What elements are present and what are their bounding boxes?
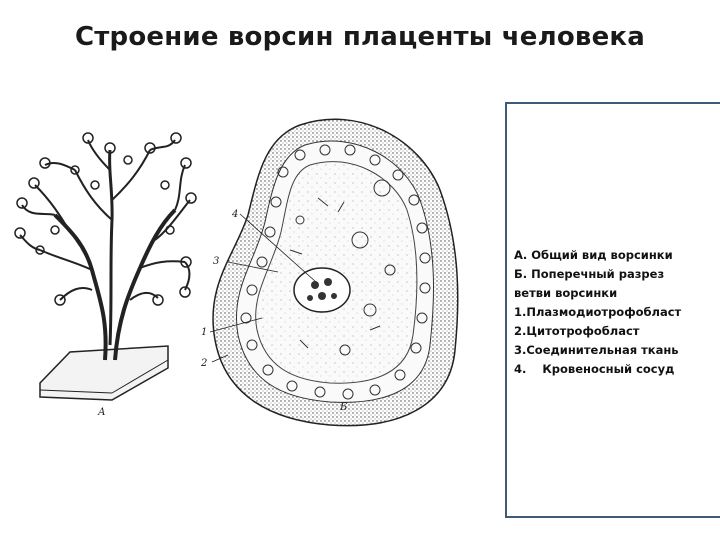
villus-tree-drawing	[20, 140, 190, 400]
callout-2: 2	[201, 358, 208, 369]
legend-item: ветви ворсинки	[514, 286, 618, 300]
legend-list	[514, 246, 681, 379]
panel-b-label: Б	[340, 402, 348, 413]
callout-3: 3	[213, 256, 220, 267]
villus-cross-section	[213, 119, 458, 425]
legend-item: Б. Поперечный разрез	[514, 267, 665, 281]
legend-box	[505, 102, 720, 518]
slide-title: Строение ворсин плаценты человека	[74, 22, 646, 52]
blood-vessel	[294, 268, 350, 312]
callout-4: 4	[232, 209, 239, 220]
legend-item: 1.Плазмодиотрофобласт	[514, 305, 682, 319]
callout-1: 1	[201, 327, 208, 338]
panel-a-label: А	[98, 407, 106, 418]
legend-item: А. Общий вид ворсинки	[514, 248, 673, 262]
legend-item: 4. Кровеносный сосуд	[514, 362, 675, 376]
legend-item: 2.Цитотрофобласт	[514, 324, 640, 338]
placenta-villi-illustration	[0, 100, 505, 440]
legend-item: 3.Соединительная ткань	[514, 343, 679, 357]
